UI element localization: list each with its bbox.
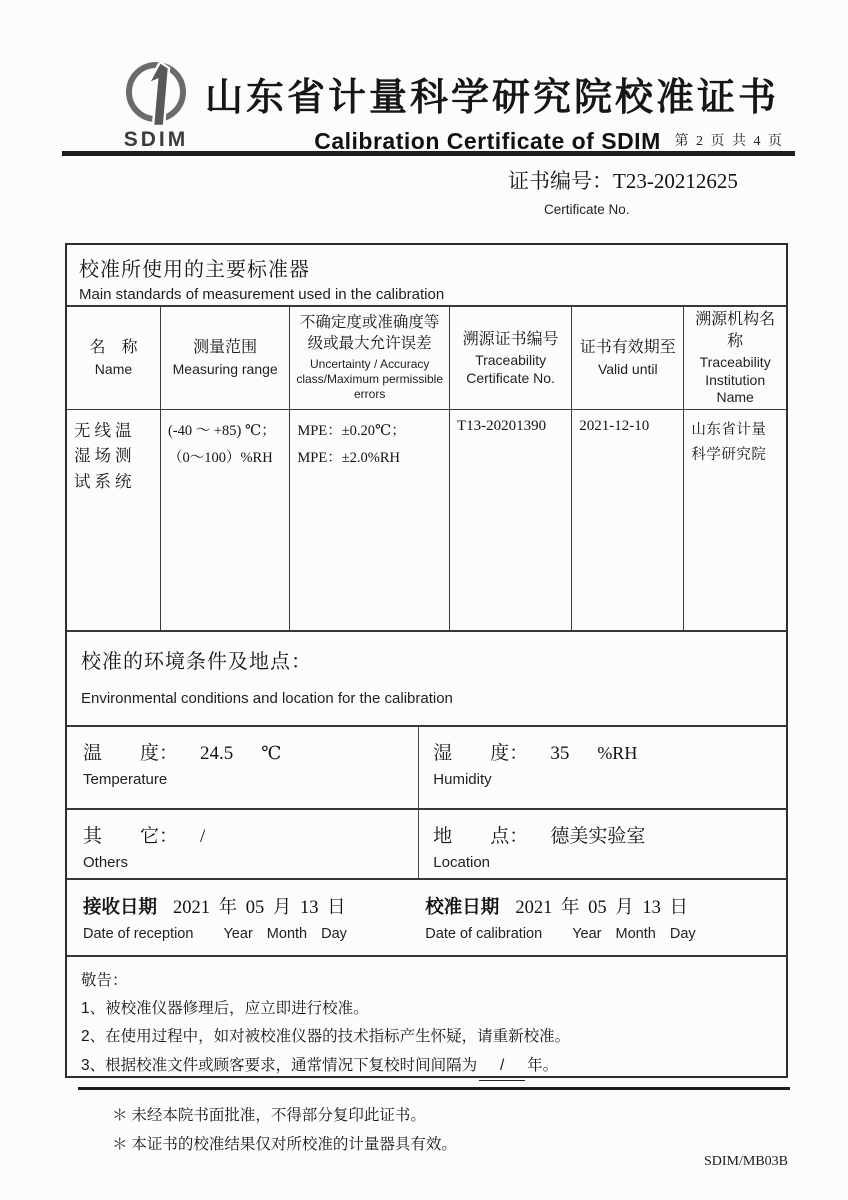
others-label-zh: 其 它：	[83, 826, 179, 847]
reception-label-zh: 接收日期	[83, 896, 158, 917]
location-label-en: Location	[433, 854, 491, 871]
certificate-number-block	[508, 165, 738, 217]
humidity-label-en: Humidity	[433, 771, 492, 788]
reception-units-en: Year Month Day	[223, 926, 347, 942]
col-header-measuring-range: 测量范围 Measuring range	[160, 307, 289, 409]
cell-mpe: MPE：±0.20℃； MPE：±2.0%RH	[290, 409, 450, 630]
standards-section-header	[67, 245, 786, 305]
sdim-logo-icon	[117, 58, 195, 130]
recalibration-interval-blank: /	[479, 1052, 525, 1081]
date-of-calibration	[419, 880, 786, 955]
certificate-number-label-zh: 证书编号：	[508, 169, 613, 193]
humidity-value: 35	[550, 743, 570, 764]
logo-label: SDIM	[123, 128, 189, 151]
location-cell	[419, 810, 786, 878]
certificate-number-label-en: Certificate No.	[544, 202, 630, 217]
environment-title-en: Environmental conditions and location for the calibration	[81, 690, 453, 707]
certificate-number-value: T23-20212625	[613, 169, 738, 193]
page-title-zh: 山东省计量科学研究院校准证书	[205, 77, 780, 119]
notice-item-3: 3、根据校准文件或顾客要求，通常情况下复校时间间隔为 / 年。	[81, 1052, 772, 1081]
calibration-label-en: Date of calibration	[425, 926, 543, 942]
standards-table-wrapper	[67, 305, 786, 630]
date-of-reception	[67, 880, 419, 955]
standards-table-header-row	[67, 307, 786, 409]
others-cell	[67, 810, 419, 878]
temperature-unit: ℃	[261, 743, 282, 763]
calibration-date-value: 2021 年 05 月 13 日	[515, 898, 688, 918]
others-location-row	[67, 808, 786, 878]
reception-label-en: Date of reception	[83, 926, 194, 942]
notice-item-2: 2、在使用过程中，如对被校准仪器的技术指标产生怀疑，请重新校准。	[81, 1028, 571, 1046]
standards-title-zh: 校准所使用的主要标准器	[79, 259, 310, 281]
notice-item-1: 1、被校准仪器修理后，应立即进行校准。	[81, 1000, 369, 1018]
temperature-value: 24.5	[200, 743, 234, 764]
humidity-label-zh: 湿 度：	[433, 743, 529, 764]
calibration-label-zh: 校准日期	[425, 896, 500, 917]
col-header-valid-until: 证书有效期至 Valid until	[572, 307, 684, 409]
sdim-logo	[104, 58, 208, 152]
col-header-name: 名 称 Name	[67, 307, 160, 409]
others-label-en: Others	[83, 854, 129, 871]
environment-section-header	[67, 630, 786, 725]
cell-institution: 山东省计量科学研究院	[684, 409, 786, 630]
environment-title-zh: 校准的环境条件及地点：	[81, 651, 312, 673]
dates-row	[67, 878, 786, 955]
footer-note-2: ＊ 本证书的校准结果仅对所校准的计量器具有效。	[112, 1135, 457, 1153]
certificate-body	[65, 243, 788, 1078]
calibration-units-en: Year Month Day	[572, 926, 696, 942]
page-number-info: 第 2 页 共 4 页	[674, 134, 784, 149]
footer-note-1: ＊ 未经本院书面批准，不得部分复印此证书。	[112, 1107, 426, 1124]
others-value: /	[200, 826, 206, 847]
standards-table	[67, 307, 786, 630]
temperature-cell	[67, 727, 419, 808]
notice-title: 敬告：	[81, 972, 128, 989]
temperature-humidity-row	[67, 725, 786, 808]
header-divider	[62, 151, 795, 156]
location-value: 德美实验室	[550, 826, 646, 847]
cell-valid-until: 2021-12-10	[572, 409, 684, 630]
form-code: SDIM/MB03B	[703, 1154, 788, 1169]
humidity-unit: %RH	[597, 743, 638, 763]
reception-date-value: 2021 年 05 月 13 日	[173, 898, 346, 918]
location-label-zh: 地 点：	[433, 826, 529, 847]
footer-notes	[112, 1102, 457, 1159]
footer-divider	[78, 1087, 790, 1090]
page-title-en: Calibration Certificate of SDIM	[314, 128, 661, 154]
col-header-traceability-cert-no: 溯源证书编号 Traceability Certificate No.	[449, 307, 571, 409]
cell-standard-name: 无线温湿场测试系统	[67, 409, 160, 630]
cell-measuring-range: (-40 ～ +85) ℃； （0～100）%RH	[160, 409, 289, 630]
standards-title-en: Main standards of measurement used in the calibration	[79, 286, 445, 303]
notice-section	[67, 955, 786, 1081]
temperature-label-en: Temperature	[83, 771, 168, 788]
col-header-uncertainty: 不确定度或准确度等级或最大允许误差 Uncertainty / Accuracy class/Maximum permissible errors	[290, 307, 450, 409]
col-header-traceability-institution: 溯源机构名称 Traceability Institution Name	[684, 307, 786, 409]
humidity-cell	[419, 727, 786, 808]
standards-table-row	[67, 409, 786, 630]
temperature-label-zh: 温 度：	[83, 743, 179, 764]
cell-traceability-cert-no: T13-20201390	[449, 409, 571, 630]
